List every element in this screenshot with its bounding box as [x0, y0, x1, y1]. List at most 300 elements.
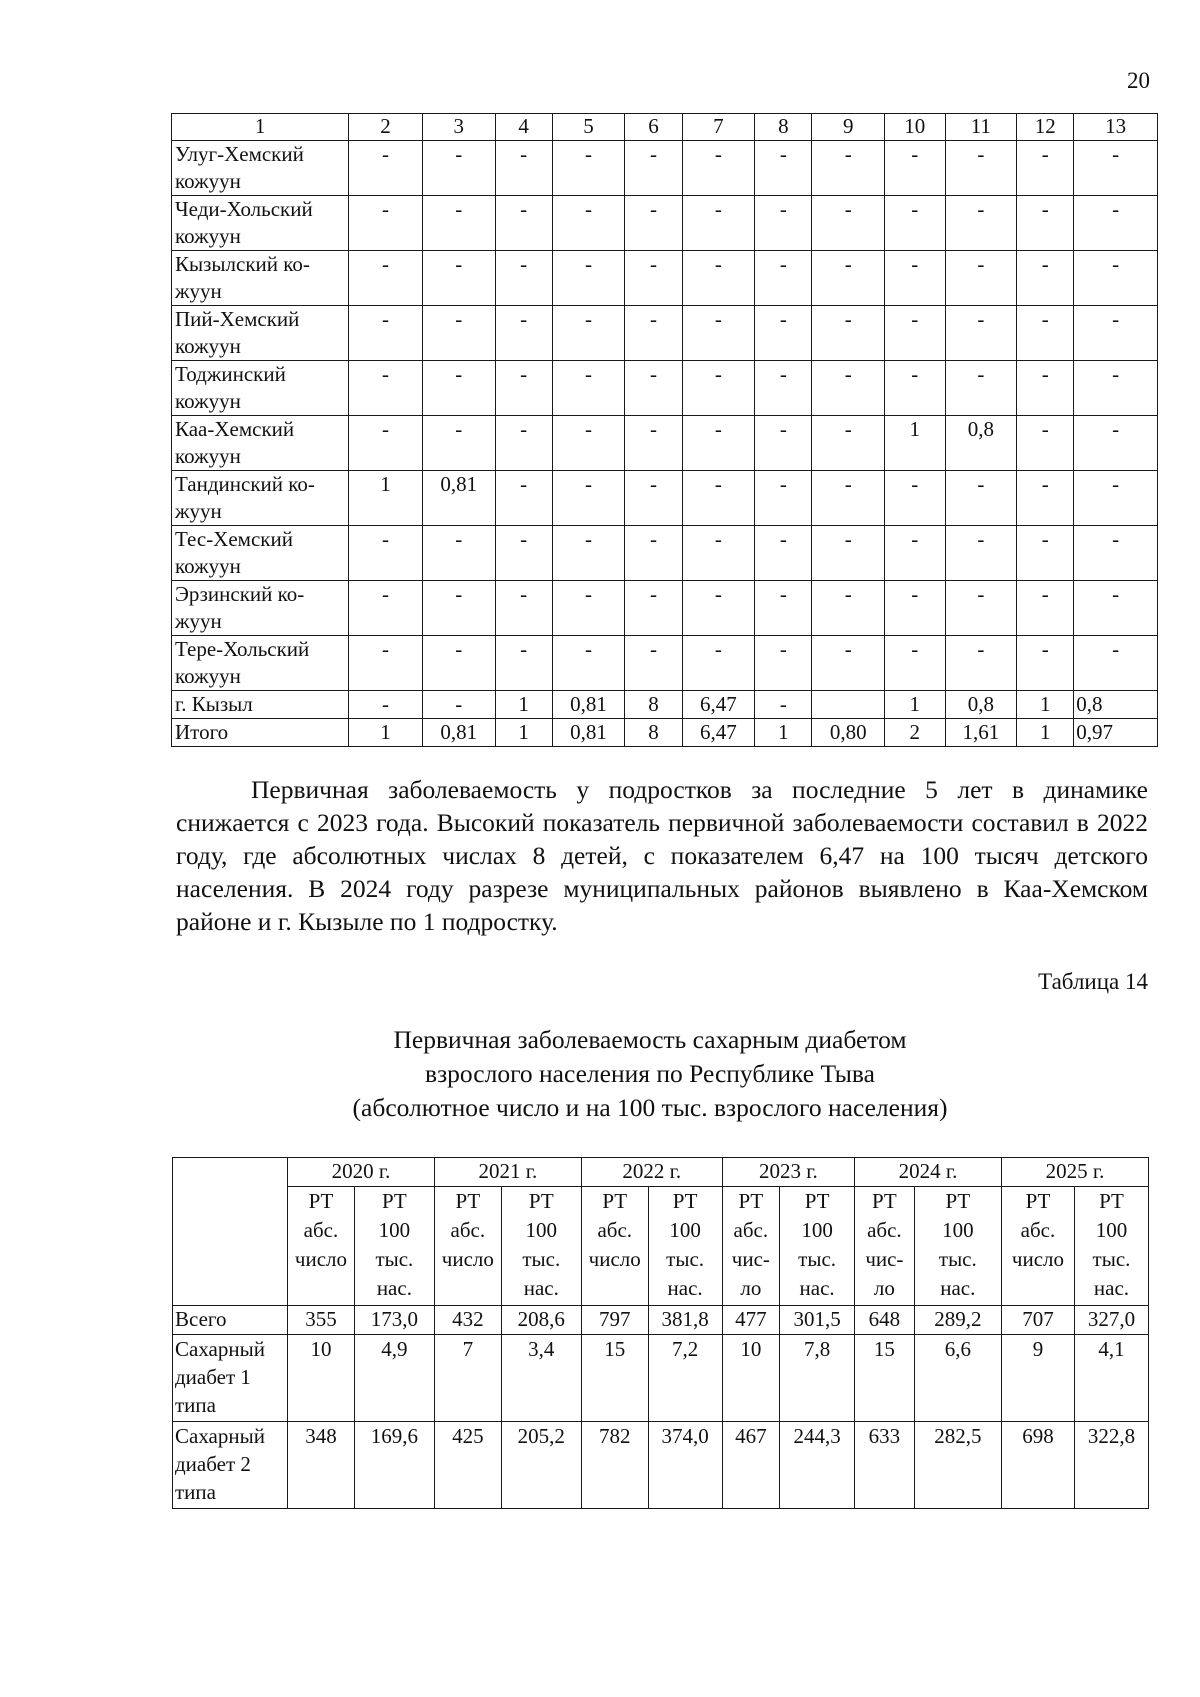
subheader-line: чис-	[865, 1247, 904, 1271]
value-cell: -	[552, 526, 625, 581]
value-cell: -	[422, 141, 495, 196]
value-cell: 4,1	[1074, 1335, 1148, 1422]
value-cell: -	[1017, 526, 1074, 581]
value-cell: -	[885, 306, 946, 361]
value-cell: -	[422, 306, 495, 361]
value-cell: 432	[434, 1306, 501, 1335]
value-cell: -	[349, 361, 423, 416]
table-header-row	[172, 114, 1158, 141]
value-cell: -	[349, 581, 423, 636]
subheader-line: нас.	[940, 1276, 976, 1300]
value-cell: -	[422, 196, 495, 251]
value-cell: 633	[855, 1422, 915, 1509]
value-cell: -	[682, 526, 755, 581]
value-cell: -	[755, 471, 812, 526]
value-cell: -	[1074, 471, 1158, 526]
subheader-cell	[434, 1187, 501, 1306]
value-cell: -	[422, 361, 495, 416]
value-cell: -	[682, 141, 755, 196]
value-cell: -	[349, 141, 423, 196]
value-cell: 7,8	[780, 1335, 855, 1422]
value-cell: -	[812, 581, 885, 636]
subheader-cell	[288, 1187, 355, 1306]
value-cell: -	[682, 306, 755, 361]
value-cell: -	[885, 636, 946, 691]
subheader-line: чис-	[731, 1247, 770, 1271]
table-row	[173, 1422, 1149, 1509]
value-cell: -	[552, 581, 625, 636]
value-cell: -	[885, 581, 946, 636]
value-cell: -	[495, 306, 552, 361]
value-cell: -	[552, 306, 625, 361]
value-cell: 0,8	[945, 691, 1017, 719]
column-number-cell: 12	[1017, 114, 1074, 141]
value-cell: -	[812, 471, 885, 526]
table-title-line: Первичная заболеваемость сахарным диабетом	[393, 1025, 907, 1054]
subheader-line: 100	[801, 1218, 833, 1242]
table-row	[172, 196, 1158, 251]
value-cell: 477	[722, 1306, 780, 1335]
column-number-cell: 4	[495, 114, 552, 141]
value-cell: -	[552, 361, 625, 416]
value-cell: 0,8	[945, 416, 1017, 471]
value-cell: -	[945, 196, 1017, 251]
value-cell: -	[755, 636, 812, 691]
value-cell: -	[422, 416, 495, 471]
table-row	[172, 141, 1158, 196]
value-cell: -	[625, 141, 682, 196]
body-paragraph: Первичная заболеваемость у подростков за последние 5 лет в динамике снижается с 2023 года. Высокий показатель первичной заболеваемости составил в 2022 году, где абсолютных числах 8 детей, с показателем 6,47 на 100 тысяч детского населения. В 2024 году разрезе муниципальных районов выявлено в Каа-Хемском районе и г. Кызыле по 1 подростку.	[176, 775, 1148, 936]
year-header-cell: 2023 г.	[722, 1158, 855, 1187]
value-cell: 15	[855, 1335, 915, 1422]
value-cell: -	[495, 141, 552, 196]
value-cell: -	[682, 636, 755, 691]
value-cell: 282,5	[914, 1422, 1001, 1509]
value-cell: 208,6	[501, 1306, 581, 1335]
subheader-line: нас.	[1093, 1276, 1130, 1300]
district-name-line: кожуун	[175, 334, 241, 358]
value-cell: -	[495, 361, 552, 416]
table-row	[172, 251, 1158, 306]
value-cell: -	[1074, 416, 1158, 471]
subheader-line: абс.	[597, 1218, 633, 1242]
diabetes-incidence-table	[172, 1157, 1149, 1509]
subheader-line: нас.	[799, 1276, 835, 1300]
value-cell: 1	[1017, 719, 1074, 747]
subheader-line: ло	[873, 1276, 895, 1300]
value-cell: -	[945, 361, 1017, 416]
value-cell: -	[1017, 581, 1074, 636]
page-number: 20	[1127, 68, 1150, 93]
value-cell: 327,0	[1074, 1306, 1148, 1335]
subheader-line: РТ	[872, 1189, 897, 1213]
year-header-cell: 2020 г.	[288, 1158, 435, 1187]
value-cell: -	[755, 251, 812, 306]
value-cell: -	[625, 581, 682, 636]
value-cell: -	[495, 416, 552, 471]
value-cell: 8	[625, 719, 682, 747]
value-cell: 0,81	[552, 691, 625, 719]
row-label-line: типа	[175, 1480, 216, 1504]
value-cell: -	[625, 471, 682, 526]
value-cell: -	[625, 526, 682, 581]
district-name-line: Тандинский ко-	[175, 472, 315, 496]
table-row	[173, 1306, 1149, 1335]
value-cell: -	[349, 306, 423, 361]
value-cell: -	[422, 251, 495, 306]
value-cell: 355	[288, 1306, 355, 1335]
value-cell: -	[885, 196, 946, 251]
value-cell: -	[812, 141, 885, 196]
value-cell: -	[1074, 306, 1158, 361]
subheader-line: нас.	[376, 1276, 412, 1300]
subheader-cell	[581, 1187, 648, 1306]
district-name-line: жуун	[175, 499, 222, 523]
district-name-line: кожуун	[175, 554, 241, 578]
column-number-cell: 5	[552, 114, 625, 141]
value-cell: -	[1017, 471, 1074, 526]
subheader-line: 100	[378, 1218, 411, 1242]
subheader-line: 100	[669, 1218, 701, 1242]
district-name-line: кожуун	[175, 224, 241, 248]
table-title-line: взрослого населения по Республике Тыва	[425, 1059, 875, 1088]
value-cell: 467	[722, 1422, 780, 1509]
value-cell: 7,2	[648, 1335, 722, 1422]
subheader-line: число	[294, 1247, 347, 1271]
district-name-line: Чеди-Хольский	[175, 197, 313, 221]
district-name-line: Каа-Хемский	[175, 417, 295, 441]
district-name-line: Итого	[175, 720, 229, 744]
district-name-cell	[172, 691, 349, 719]
subheader-line: РТ	[382, 1189, 407, 1213]
value-cell: 205,2	[501, 1422, 581, 1509]
value-cell: -	[625, 251, 682, 306]
value-cell: -	[812, 306, 885, 361]
value-cell: -	[812, 251, 885, 306]
value-cell: -	[682, 196, 755, 251]
value-cell: -	[885, 141, 946, 196]
value-cell: 1	[349, 471, 423, 526]
subheader-cell	[780, 1187, 855, 1306]
value-cell: -	[349, 526, 423, 581]
column-number-cell: 11	[945, 114, 1017, 141]
year-header-cell: 2022 г.	[581, 1158, 722, 1187]
row-label-line: Всего	[175, 1307, 227, 1331]
year-header-cell: 2021 г.	[434, 1158, 581, 1187]
value-cell: 381,8	[648, 1306, 722, 1335]
value-cell: -	[1017, 361, 1074, 416]
subheader-line: тыс.	[666, 1247, 705, 1271]
district-name-line: кожуун	[175, 389, 241, 413]
year-header-cell: 2024 г.	[855, 1158, 1002, 1187]
value-cell: 1	[885, 691, 946, 719]
subheader-line: 100	[525, 1218, 558, 1242]
column-number-cell: 3	[422, 114, 495, 141]
district-name-cell	[172, 416, 349, 471]
value-cell: 9	[1001, 1335, 1074, 1422]
value-cell: 10	[288, 1335, 355, 1422]
value-cell: 0,97	[1074, 719, 1158, 747]
value-cell: -	[812, 416, 885, 471]
table-row	[172, 526, 1158, 581]
year-header-row	[173, 1158, 1149, 1187]
value-cell: 648	[855, 1306, 915, 1335]
value-cell: 1	[885, 416, 946, 471]
value-cell: -	[945, 526, 1017, 581]
district-name-cell	[172, 581, 349, 636]
value-cell: -	[755, 141, 812, 196]
value-cell: -	[552, 141, 625, 196]
subheader-line: нас.	[523, 1276, 559, 1300]
subheader-line: 100	[942, 1218, 974, 1242]
value-cell: -	[552, 416, 625, 471]
district-name-cell	[172, 636, 349, 691]
value-cell: -	[349, 416, 423, 471]
subheader-line: РТ	[308, 1189, 334, 1213]
value-cell: -	[422, 636, 495, 691]
value-cell: 374,0	[648, 1422, 722, 1509]
row-label-line: типа	[175, 1393, 216, 1417]
value-cell: -	[682, 471, 755, 526]
value-cell: -	[682, 416, 755, 471]
value-cell: 7	[434, 1335, 501, 1422]
district-name-cell	[172, 361, 349, 416]
value-cell: -	[945, 251, 1017, 306]
district-name-cell	[172, 526, 349, 581]
value-cell: -	[1017, 141, 1074, 196]
value-cell: -	[1074, 636, 1158, 691]
value-cell: 0,81	[552, 719, 625, 747]
value-cell: -	[1074, 581, 1158, 636]
value-cell: -	[755, 196, 812, 251]
value-cell: 0,81	[422, 719, 495, 747]
subheader-line: тыс.	[798, 1247, 837, 1271]
value-cell: 0,81	[422, 471, 495, 526]
subheader-cell	[914, 1187, 1001, 1306]
value-cell: 322,8	[1074, 1422, 1148, 1509]
value-cell: 1	[1017, 691, 1074, 719]
value-cell: -	[945, 636, 1017, 691]
subheader-cell	[354, 1187, 434, 1306]
column-number-cell: 9	[812, 114, 885, 141]
value-cell: -	[755, 691, 812, 719]
value-cell: -	[812, 361, 885, 416]
value-cell: 0,80	[812, 719, 885, 747]
district-name-cell	[172, 141, 349, 196]
subheader-line: нас.	[667, 1276, 703, 1300]
table-row	[172, 416, 1158, 471]
subheader-line: РТ	[528, 1189, 554, 1213]
value-cell: -	[495, 196, 552, 251]
subheader-line: тыс.	[1092, 1247, 1131, 1271]
row-label-cell	[173, 1335, 288, 1422]
value-cell: 1	[755, 719, 812, 747]
value-cell: -	[552, 636, 625, 691]
district-name-line: Тере-Хольский	[175, 637, 310, 661]
district-name-line: г. Кызыл	[175, 692, 253, 716]
district-name-cell	[172, 251, 349, 306]
value-cell: 425	[434, 1422, 501, 1509]
value-cell: -	[812, 196, 885, 251]
value-cell: -	[1017, 251, 1074, 306]
subheader-line: абс.	[1020, 1218, 1056, 1242]
value-cell: -	[422, 526, 495, 581]
value-cell: -	[885, 471, 946, 526]
value-cell: -	[495, 581, 552, 636]
district-name-line: Эрзинский ко-	[175, 582, 305, 606]
subheader-line: тыс.	[522, 1247, 561, 1271]
value-cell: -	[1074, 361, 1158, 416]
subheader-line: РТ	[804, 1189, 830, 1213]
district-name-line: жуун	[175, 279, 222, 303]
value-cell: 1	[349, 719, 423, 747]
table-label: Таблица 14	[1038, 969, 1148, 994]
table-row	[172, 471, 1158, 526]
district-name-line: Тес-Хемский	[175, 527, 293, 551]
adolescent-incidence-table	[171, 113, 1158, 747]
value-cell: 1,61	[945, 719, 1017, 747]
subheader-line: абс.	[303, 1218, 339, 1242]
value-cell: -	[552, 251, 625, 306]
table-row	[172, 719, 1158, 747]
value-cell: -	[1017, 306, 1074, 361]
value-cell: 6,47	[682, 719, 755, 747]
value-cell: -	[755, 526, 812, 581]
empty-corner-cell	[173, 1158, 288, 1306]
value-cell: -	[349, 691, 423, 719]
value-cell: 173,0	[354, 1306, 434, 1335]
table-row	[172, 691, 1158, 719]
row-label-line: Сахарный	[175, 1337, 265, 1361]
value-cell: 15	[581, 1335, 648, 1422]
value-cell: -	[755, 306, 812, 361]
value-cell: -	[495, 636, 552, 691]
table-row	[172, 581, 1158, 636]
value-cell: 10	[722, 1335, 780, 1422]
value-cell: 782	[581, 1422, 648, 1509]
value-cell: 0,8	[1074, 691, 1158, 719]
value-cell: -	[885, 526, 946, 581]
value-cell: 797	[581, 1306, 648, 1335]
district-name-line: Кызылский ко-	[175, 252, 310, 276]
value-cell: -	[625, 361, 682, 416]
district-name-line: жуун	[175, 609, 222, 633]
value-cell: -	[625, 416, 682, 471]
value-cell: 8	[625, 691, 682, 719]
value-cell: -	[682, 361, 755, 416]
table-title-line: (абсолютное число и на 100 тыс. взрослого населения)	[352, 1093, 948, 1122]
district-name-line: кожуун	[175, 169, 241, 193]
row-label-line: диабет 1	[175, 1365, 251, 1389]
value-cell: 4,9	[354, 1335, 434, 1422]
value-cell: -	[812, 636, 885, 691]
subheader-row	[173, 1187, 1149, 1306]
column-number-cell: 7	[682, 114, 755, 141]
subheader-line: РТ	[455, 1189, 481, 1213]
value-cell: -	[625, 636, 682, 691]
table-row	[172, 361, 1158, 416]
value-cell	[812, 691, 885, 719]
subheader-cell	[722, 1187, 780, 1306]
value-cell: 348	[288, 1422, 355, 1509]
value-cell: 244,3	[780, 1422, 855, 1509]
column-number-cell: 10	[885, 114, 946, 141]
subheader-line: РТ	[672, 1189, 698, 1213]
value-cell: 169,6	[354, 1422, 434, 1509]
value-cell: -	[755, 361, 812, 416]
column-number-cell: 13	[1074, 114, 1158, 141]
subheader-cell	[648, 1187, 722, 1306]
value-cell: 3,4	[501, 1335, 581, 1422]
value-cell: -	[625, 196, 682, 251]
value-cell: 289,2	[914, 1306, 1001, 1335]
district-name-cell	[172, 471, 349, 526]
district-name-line: Тоджинский	[175, 362, 286, 386]
subheader-line: тыс.	[375, 1247, 414, 1271]
district-name-line: Улуг-Хемский	[175, 142, 304, 166]
column-number-cell: 2	[349, 114, 423, 141]
subheader-line: РТ	[1025, 1189, 1051, 1213]
value-cell: -	[812, 526, 885, 581]
value-cell: -	[945, 306, 1017, 361]
value-cell: -	[349, 636, 423, 691]
district-name-cell	[172, 196, 349, 251]
value-cell: 301,5	[780, 1306, 855, 1335]
value-cell: -	[552, 196, 625, 251]
value-cell: -	[495, 251, 552, 306]
subheader-cell	[855, 1187, 915, 1306]
table-row	[173, 1335, 1149, 1422]
value-cell: -	[349, 196, 423, 251]
value-cell: -	[682, 251, 755, 306]
district-name-cell	[172, 719, 349, 747]
column-number-cell: 8	[755, 114, 812, 141]
subheader-line: число	[441, 1247, 494, 1271]
value-cell: -	[1017, 416, 1074, 471]
row-label-cell	[173, 1422, 288, 1509]
subheader-line: тыс.	[938, 1247, 977, 1271]
value-cell: -	[495, 471, 552, 526]
subheader-line: ло	[740, 1276, 762, 1300]
value-cell: -	[755, 581, 812, 636]
value-cell: -	[945, 141, 1017, 196]
subheader-line: число	[588, 1247, 641, 1271]
subheader-line: РТ	[602, 1189, 628, 1213]
value-cell: -	[1017, 636, 1074, 691]
value-cell: -	[682, 581, 755, 636]
value-cell: 1	[495, 691, 552, 719]
table-title	[250, 1023, 1050, 1125]
district-name-line: Пий-Хемский	[175, 307, 300, 331]
row-label-cell	[173, 1306, 288, 1335]
value-cell: -	[422, 691, 495, 719]
table-row	[172, 306, 1158, 361]
value-cell: -	[625, 306, 682, 361]
subheader-line: 100	[1095, 1218, 1128, 1242]
value-cell: -	[885, 361, 946, 416]
value-cell: 707	[1001, 1306, 1074, 1335]
value-cell: -	[422, 581, 495, 636]
row-label-line: Сахарный	[175, 1424, 265, 1448]
value-cell: -	[755, 416, 812, 471]
subheader-cell	[501, 1187, 581, 1306]
value-cell: -	[1074, 196, 1158, 251]
value-cell: -	[552, 471, 625, 526]
value-cell: -	[1074, 251, 1158, 306]
value-cell: 6,47	[682, 691, 755, 719]
subheader-line: абс.	[450, 1218, 486, 1242]
district-name-line: кожуун	[175, 664, 241, 688]
